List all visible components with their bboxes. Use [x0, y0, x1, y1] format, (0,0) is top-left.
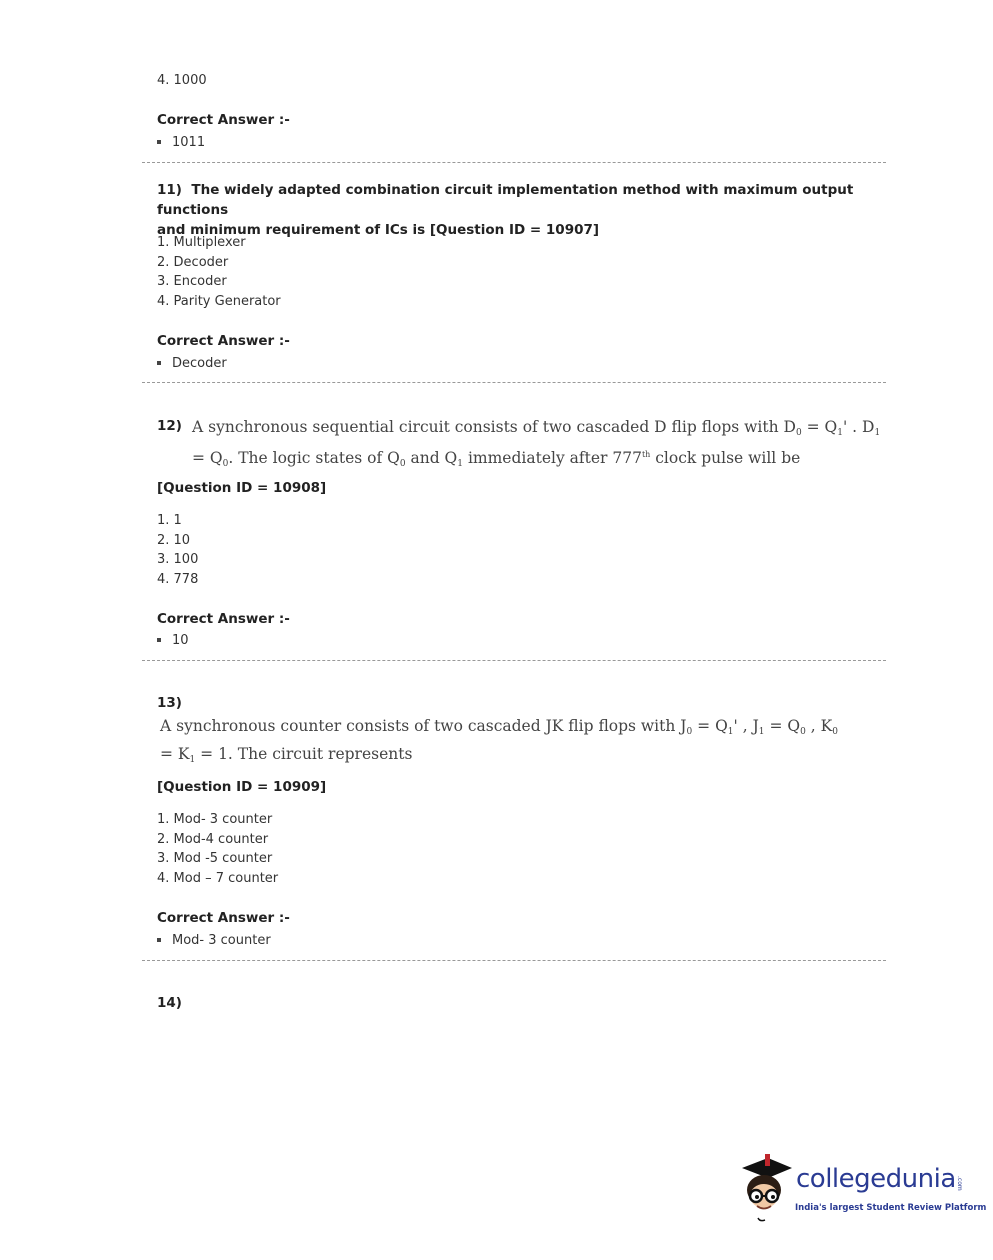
q13-answer-label: Correct Answer :- — [157, 910, 290, 926]
separator — [142, 162, 886, 163]
logo-tagline: India's largest Student Review Platform — [795, 1203, 987, 1213]
q13-question-id: [Question ID = 10909] — [157, 779, 327, 795]
option: 2. 10 — [157, 532, 191, 548]
q12-answer-label: Correct Answer :- — [157, 611, 290, 627]
q12-number: 12) — [157, 418, 182, 434]
separator — [142, 960, 886, 961]
collegedunia-logo[interactable] — [738, 1152, 987, 1224]
q11-options — [157, 233, 281, 311]
q11-question: 11) The widely adapted combination circuit implementation method with maximum output functions and minimum requirement of ICs is [Question ID = 10907] — [157, 182, 854, 238]
q11-answer-label: Correct Answer :- — [157, 333, 290, 349]
option: 1. 1 — [157, 513, 182, 528]
option: 4. Parity Generator — [157, 293, 281, 309]
separator — [142, 382, 886, 383]
bullet-icon — [157, 938, 161, 942]
q13-number: 13) — [157, 695, 182, 711]
prev-last-option: 4. 1000 — [157, 73, 207, 88]
option: 1. Multiplexer — [157, 235, 246, 250]
logo-wordmark: collegedunia — [796, 1164, 956, 1194]
option: 1. Mod- 3 counter — [157, 812, 273, 827]
prev-answer: 1011 — [157, 135, 205, 150]
option: 3. Encoder — [157, 274, 227, 289]
option: 2. Mod-4 counter — [157, 831, 269, 847]
bullet-icon — [157, 361, 161, 365]
option: 3. Mod -5 counter — [157, 851, 273, 866]
option: 4. 778 — [157, 571, 199, 587]
prev-answer-label: Correct Answer :- — [157, 112, 290, 128]
q12-answer: 10 — [157, 633, 189, 648]
q11-answer: Decoder — [157, 356, 227, 371]
logo-com: .com — [956, 1176, 963, 1191]
q13-options — [157, 810, 278, 888]
bullet-icon — [157, 140, 161, 144]
q13-text: A synchronous counter consists of two cascaded JK flip flops with $J_0 = Q_1'$ , $J_1 = Q_0$ , $K_0$ = $K_1 = 1$. The circuit represents — [160, 717, 838, 765]
option: 3. 100 — [157, 552, 199, 567]
q12-options — [157, 511, 198, 589]
option: 4. Mod – 7 counter — [157, 870, 279, 886]
q12-question-id: [Question ID = 10908] — [157, 480, 327, 496]
separator — [142, 660, 886, 661]
option: 2. Decoder — [157, 254, 229, 270]
mascot-icon — [738, 1152, 794, 1224]
q14-number: 14) — [157, 995, 182, 1011]
bullet-icon — [157, 638, 161, 642]
q12-text: A synchronous sequential circuit consists of two cascaded D flip flops with $D_0 = Q_1'$ . $D_1$ = $Q_0$. The logic states of $Q_0$ and $Q_1$ immediately after 777th clock pulse will be — [192, 418, 881, 469]
q13-answer: Mod- 3 counter — [157, 933, 271, 948]
